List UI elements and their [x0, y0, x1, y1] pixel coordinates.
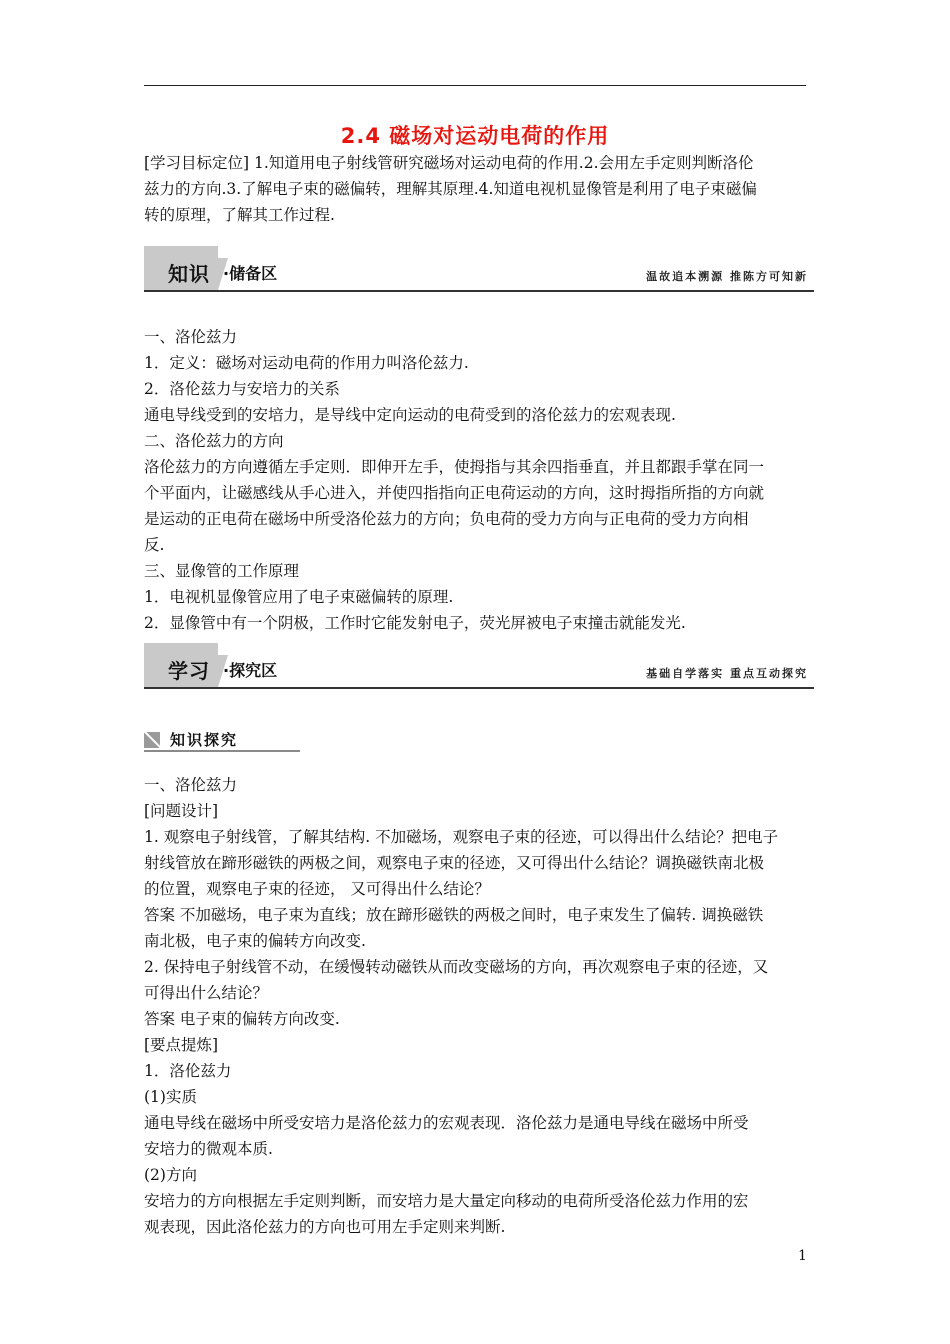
- text-line: 的位置，观察电子束的径迹， 又可得出什么结论？: [144, 880, 490, 898]
- section-marker-icon: [144, 732, 160, 748]
- text-line: 个平面内，让磁感线从手心进入，并使四指指向正电荷运动的方向，这时拇指所指的方向就: [144, 484, 765, 502]
- text-line: 可得出什么结论？: [144, 984, 269, 1002]
- text-line: 安培力的方向根据左手定则判断，而安培力是大量定向移动的电荷所受洛伦兹力作用的宏: [144, 1192, 749, 1210]
- banner-rule: [144, 687, 814, 689]
- banner-main-label: 知识: [168, 262, 210, 286]
- text-line: 一、洛伦兹力: [144, 328, 238, 346]
- page-title: 2.4 磁场对运动电荷的作用: [340, 124, 610, 148]
- text-line: 反.: [144, 536, 165, 554]
- text-line: 1．定义：磁场对运动电荷的作用力叫洛伦兹力.: [144, 354, 469, 372]
- text-line: 2．洛伦兹力与安培力的关系: [144, 380, 340, 398]
- objective-line: 兹力的方向.3.了解电子束的磁偏转，理解其原理.4.知道电视机显像管是利用了电子束磁偏: [144, 180, 757, 198]
- subhead-label: 知识探究: [170, 731, 239, 749]
- text-line: 通电导线受到的安培力，是导线中定向运动的电荷受到的洛伦兹力的宏观表现.: [144, 406, 676, 424]
- knowledge-reserve-banner: [144, 246, 814, 294]
- objective-line: 转的原理，了解其工作过程.: [144, 206, 335, 224]
- text-line: 射线管放在蹄形磁铁的两极之间，观察电子束的径迹，又可得出什么结论？调换磁铁南北极: [144, 854, 765, 872]
- banner-motto: 基础自学落实 重点互动探究: [646, 667, 808, 680]
- text-line: 观表现，因此洛伦兹力的方向也可用左手定则来判断.: [144, 1218, 506, 1236]
- text-line: 安培力的微观本质.: [144, 1140, 273, 1158]
- knowledge-section: [144, 324, 808, 636]
- text-line: 洛伦兹力的方向遵循左手定则．即伸开左手，使拇指与其余四指垂直，并且都跟手掌在同一: [144, 458, 765, 476]
- study-explore-banner: [144, 643, 814, 691]
- knowledge-explore-heading: [144, 726, 300, 754]
- page-number: 1: [798, 1248, 807, 1264]
- text-line: 一、洛伦兹力: [144, 776, 238, 794]
- text-line: [要点提炼]: [144, 1036, 219, 1054]
- banner-sub-label: ·探究区: [223, 661, 278, 680]
- answer-line: 南北极，电子束的偏转方向改变.: [144, 932, 366, 950]
- text-line: 1．洛伦兹力: [144, 1062, 232, 1080]
- answer-line: 答案 电子束的偏转方向改变.: [144, 1010, 340, 1028]
- learning-objectives: [144, 150, 808, 228]
- text-line: 1. 观察电子射线管，了解其结构. 不加磁场，观察电子束的径迹，可以得出什么结论？把电子: [144, 828, 779, 846]
- text-line: 2．显像管中有一个阴极，工作时它能发射电子，荧光屏被电子束撞击就能发光.: [144, 614, 686, 632]
- text-line: (1)实质: [144, 1088, 197, 1106]
- text-line: 是运动的正电荷在磁场中所受洛伦兹力的方向；负电荷的受力方向与正电荷的受力方向相: [144, 510, 749, 528]
- objective-line: [学习目标定位] 1.知道用电子射线管研究磁场对运动电荷的作用.2.会用左手定则判断洛伦: [144, 154, 754, 172]
- text-line: 三、显像管的工作原理: [144, 562, 300, 580]
- text-line: 二、洛伦兹力的方向: [144, 432, 284, 450]
- text-line: 1．电视机显像管应用了电子束磁偏转的原理.: [144, 588, 454, 606]
- subhead-underline: [144, 750, 300, 752]
- answer-line: 答案 不加磁场，电子束为直线；放在蹄形磁铁的两极之间时，电子束发生了偏转. 调换磁铁: [144, 906, 764, 924]
- text-line: 通电导线在磁场中所受安培力是洛伦兹力的宏观表现．洛伦兹力是通电导线在磁场中所受: [144, 1114, 749, 1132]
- text-line: 2. 保持电子射线管不动，在缓慢转动磁铁从而改变磁场的方向，再次观察电子束的径迹，又: [144, 958, 769, 976]
- text-line: (2)方向: [144, 1166, 197, 1184]
- text-line: [问题设计]: [144, 802, 219, 820]
- banner-rule: [144, 290, 814, 292]
- banner-main-label: 学习: [168, 659, 210, 683]
- header-rule: [144, 85, 806, 86]
- explore-section: [144, 772, 808, 1240]
- banner-motto: 温故追本溯源 推陈方可知新: [646, 270, 808, 283]
- banner-sub-label: ·储备区: [223, 264, 278, 283]
